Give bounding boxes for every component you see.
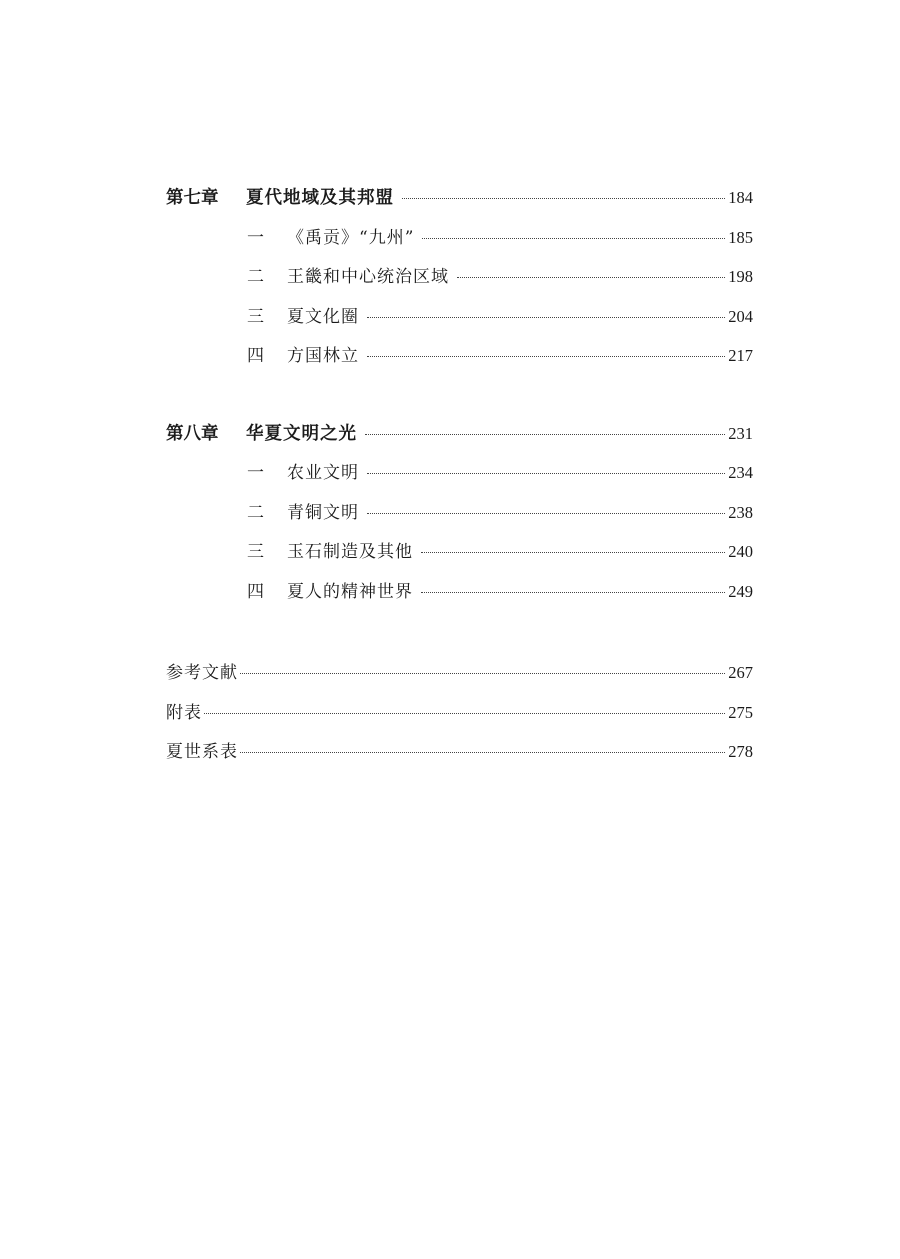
back-matter-title: 附表	[166, 702, 202, 723]
dot-leader	[402, 198, 725, 199]
section-number: 一	[247, 227, 264, 248]
toc-section-8-2[interactable]	[166, 499, 753, 539]
toc-chapter-7[interactable]	[166, 184, 753, 224]
chapter-title: 华夏文明之光	[246, 423, 357, 444]
toc-xia-genealogy[interactable]	[166, 738, 753, 778]
dot-leader	[365, 434, 725, 435]
section-number: 三	[247, 542, 264, 562]
dot-leader	[240, 673, 725, 674]
chapter-number: 第七章	[166, 188, 219, 208]
page-number: 240	[728, 542, 753, 561]
chapter-title: 夏代地域及其邦盟	[246, 188, 394, 208]
section-title: 夏人的精神世界	[287, 581, 413, 602]
toc-section-7-3[interactable]	[166, 303, 753, 343]
dot-leader	[367, 513, 725, 514]
section-title: 玉石制造及其他	[287, 542, 413, 562]
chapter-spacer	[166, 382, 753, 420]
section-number: 四	[247, 581, 264, 602]
toc-section-7-2[interactable]	[166, 263, 753, 303]
dot-leader	[367, 473, 725, 474]
section-number: 二	[247, 502, 264, 523]
dot-leader	[204, 713, 725, 714]
toc-section-8-1[interactable]	[166, 459, 753, 499]
back-matter-title: 夏世系表	[166, 742, 238, 762]
dot-leader	[422, 238, 725, 239]
dot-leader	[367, 356, 725, 357]
toc-section-8-3[interactable]	[166, 538, 753, 578]
back-matter-title: 参考文献	[166, 663, 238, 683]
section-number: 三	[247, 306, 264, 327]
page-number: 204	[728, 306, 753, 326]
page-number: 238	[728, 502, 753, 522]
toc-chapter-8[interactable]	[166, 420, 753, 460]
section-title: 王畿和中心统治区域	[287, 267, 449, 287]
toc-references[interactable]	[166, 659, 753, 699]
section-number: 四	[247, 346, 264, 366]
dot-leader	[240, 752, 725, 753]
back-matter-spacer	[166, 617, 753, 659]
page-number: 217	[728, 346, 753, 365]
page-number: 184	[728, 188, 753, 207]
section-title: 《禹贡》“九州”	[287, 227, 415, 248]
dot-leader	[421, 592, 725, 593]
section-title: 夏文化圈	[287, 306, 359, 327]
toc-section-7-4[interactable]	[166, 342, 753, 382]
toc-section-7-1[interactable]	[166, 224, 753, 264]
page-number: 249	[728, 581, 753, 601]
page-number: 267	[728, 663, 753, 682]
section-number: 二	[247, 267, 264, 287]
toc-section-8-4[interactable]	[166, 578, 753, 618]
page-number: 185	[728, 227, 753, 247]
section-title: 农业文明	[287, 463, 359, 483]
dot-leader	[421, 552, 725, 553]
table-of-contents	[166, 184, 753, 778]
page-number: 278	[728, 742, 753, 761]
dot-leader	[457, 277, 725, 278]
page-number: 231	[728, 423, 753, 443]
page-number: 234	[728, 463, 753, 482]
chapter-number: 第八章	[166, 423, 219, 444]
section-title: 方国林立	[287, 346, 359, 366]
page-number: 275	[728, 702, 753, 722]
page-number: 198	[728, 267, 753, 286]
section-number: 一	[247, 463, 264, 483]
dot-leader	[367, 317, 725, 318]
toc-appendix-tables[interactable]	[166, 699, 753, 739]
section-title: 青铜文明	[287, 502, 359, 523]
